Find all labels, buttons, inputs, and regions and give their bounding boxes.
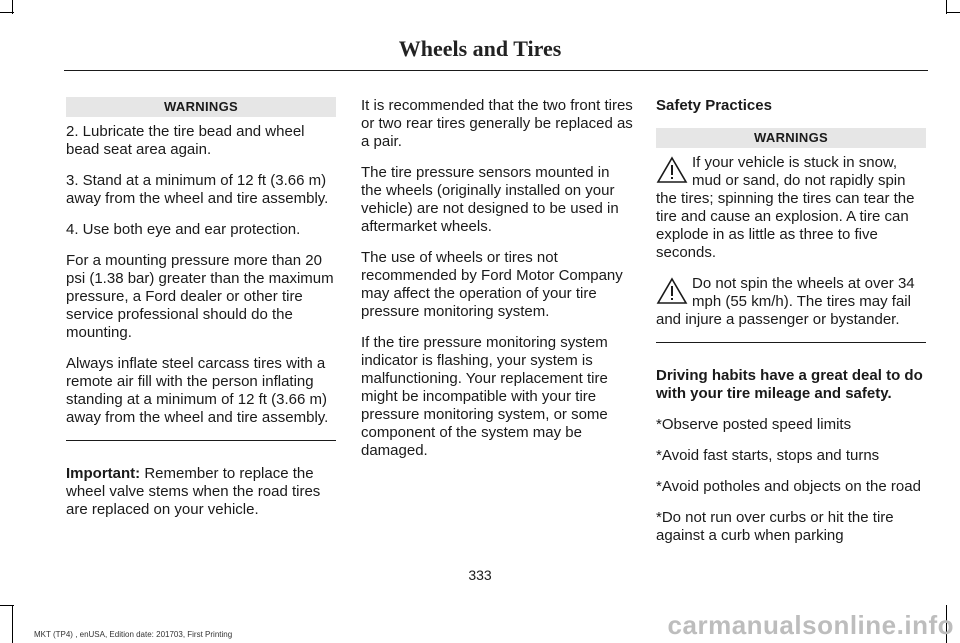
warning-text: If your vehicle is stuck in snow, mud or sand, do not rapidly spin the tires; spinning the tires can tear the tire and cause an explosion. A tire can explode in as little as three to five seconds.: [656, 154, 915, 261]
header-divider: [64, 70, 928, 71]
paragraph-mounting-pressure: For a mounting pressure more than 20 psi (1.38 bar) greater than the maximum pressure, a Ford dealer or other tire service professional should do the mounting.: [66, 252, 334, 341]
warning-triangle-icon: [656, 156, 688, 184]
edition-info: MKT (TP4) , enUSA, Edition date: 201703, First Printing: [34, 630, 233, 639]
column-2: [361, 97, 633, 473]
column-1: [66, 97, 336, 532]
paragraph-sensors: The tire pressure sensors mounted in the wheels (originally installed on your vehicle) are not designed to be used in aftermarket wheels.: [361, 164, 619, 235]
section-title-safety: Safety Practices: [656, 97, 772, 114]
list-item: *Avoid potholes and objects on the road: [656, 478, 921, 495]
warnings-header: WARNINGS: [66, 97, 336, 117]
instruction-protection: 4. Use both eye and ear protection.: [66, 221, 301, 238]
crop-mark-top-right-h: [946, 12, 960, 13]
paragraph-indicator-flashing: If the tire pressure monitoring system indicator is flashing, your system is malfunctioning. Your replacement tire might be incompatible with your tire pressure monitoring system, or some component of the system may be damaged.: [361, 334, 608, 459]
warning-stuck-in-snow: [656, 154, 926, 262]
important-note: [66, 465, 336, 519]
crop-mark-bottom-left-h: [0, 605, 14, 606]
important-text: Remember to replace the wheel valve stems when the road tires are replaced on your vehicle.: [66, 465, 321, 518]
instruction-stand-away: 3. Stand at a minimum of 12 ft (3.66 m) away from the wheel and tire assembly.: [66, 172, 329, 207]
warnings-header: WARNINGS: [656, 128, 926, 148]
column-3: [656, 97, 926, 558]
page-number: 333: [468, 567, 492, 583]
section-divider: [656, 342, 926, 343]
list-item: *Observe posted speed limits: [656, 416, 852, 433]
warning-text: Do not spin the wheels at over 34 mph (55 km/h). The tires may fail and injure a passenger or bystander.: [656, 275, 915, 328]
page-title: Wheels and Tires: [398, 36, 562, 61]
watermark: carmanualsonline.info: [667, 610, 954, 640]
instruction-lubricate: 2. Lubricate the tire bead and wheel bead seat area again.: [66, 123, 305, 158]
paragraph-not-recommended: The use of wheels or tires not recommended by Ford Motor Company may affect the operation of your tire pressure monitoring system.: [361, 249, 623, 320]
paragraph-inflate-steel: Always inflate steel carcass tires with a remote air fill with the person inflating standing at a minimum of 12 ft (3.66 m) away from the wheel and tire assembly.: [66, 355, 329, 426]
crop-mark-bottom-left-v: [12, 605, 13, 643]
paragraph-replace-pair: It is recommended that the two front tires or two rear tires generally be replaced as a pair.: [361, 97, 633, 150]
section-divider: [66, 440, 336, 441]
driving-habits-subhead: Driving habits have a great deal to do with your tire mileage and safety.: [656, 367, 923, 402]
warning-triangle-icon: [656, 277, 688, 305]
list-item: *Avoid fast starts, stops and turns: [656, 447, 880, 464]
warning-spin-speed: [656, 275, 926, 329]
important-label: Important:: [66, 465, 141, 482]
list-item: *Do not run over curbs or hit the tire against a curb when parking: [656, 509, 894, 544]
crop-mark-top-left-h: [0, 12, 14, 13]
